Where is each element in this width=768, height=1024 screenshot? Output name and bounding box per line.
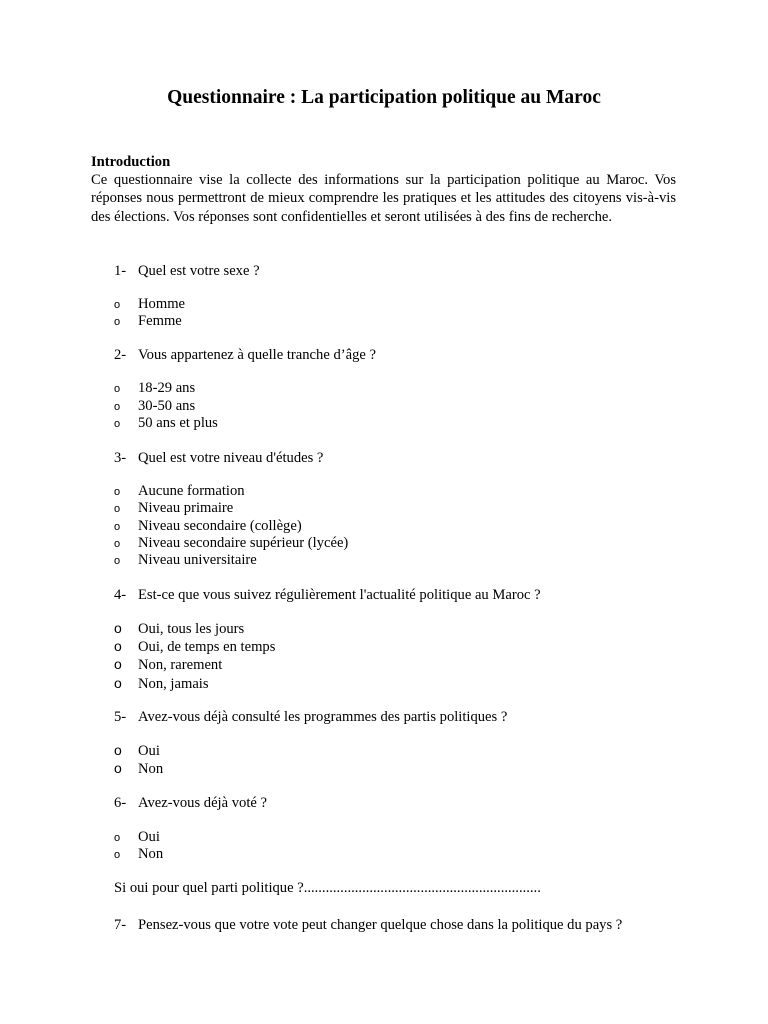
question-5 bbox=[114, 708, 507, 726]
option-label: Non bbox=[138, 761, 164, 777]
option-label: Aucune formation bbox=[138, 483, 245, 499]
bullet-icon: o bbox=[114, 486, 121, 498]
option-label: 30-50 ans bbox=[138, 398, 196, 414]
bullet-icon: o bbox=[114, 401, 121, 413]
bullet-icon: o bbox=[114, 656, 122, 672]
option-label: Non, rarement bbox=[138, 657, 223, 673]
option-item bbox=[114, 551, 257, 570]
question-text: Pensez-vous que votre vote peut changer quelque chose dans la politique du pays ? bbox=[138, 917, 623, 933]
question-number: 1- bbox=[114, 263, 127, 279]
bullet-icon: o bbox=[114, 638, 122, 654]
option-item bbox=[114, 741, 160, 760]
followup-question: Si oui pour quel parti politique ?................................................................. bbox=[114, 880, 541, 896]
bullet-icon: o bbox=[114, 299, 121, 311]
option-label: Femme bbox=[138, 313, 182, 329]
option-item bbox=[114, 312, 182, 331]
option-item bbox=[114, 845, 163, 864]
option-item bbox=[114, 379, 195, 398]
option-label: Oui bbox=[138, 743, 160, 759]
bullet-icon: o bbox=[114, 538, 121, 550]
option-label: Niveau secondaire (collège) bbox=[138, 518, 302, 534]
option-label: Non, jamais bbox=[138, 676, 209, 692]
question-number: 6- bbox=[114, 795, 127, 811]
question-number: 5- bbox=[114, 709, 127, 725]
bullet-icon: o bbox=[114, 675, 122, 691]
introduction-text: Ce questionnaire vise la collecte des informations sur la participation politique au Maroc. Vos réponses nous permettront de mieux comprendre les pratiques et les attitudes des citoyens vis-à-vis des élections. Vos réponses sont confidentielles et seront utilisées à des fins de recherche. bbox=[91, 172, 676, 225]
question-4 bbox=[114, 586, 541, 604]
option-label: 18-29 ans bbox=[138, 380, 196, 396]
bullet-icon: o bbox=[114, 620, 122, 636]
option-label: Oui bbox=[138, 829, 160, 845]
question-number: 7- bbox=[114, 917, 127, 933]
option-label: 50 ans et plus bbox=[138, 415, 218, 431]
bullet-icon: o bbox=[114, 316, 121, 328]
bullet-icon: o bbox=[114, 849, 121, 861]
option-item bbox=[114, 655, 222, 674]
bullet-icon: o bbox=[114, 832, 121, 844]
question-2 bbox=[114, 346, 376, 364]
page-title: Questionnaire : La participation politique au Maroc bbox=[167, 87, 601, 108]
question-3 bbox=[114, 449, 323, 467]
option-item bbox=[114, 499, 233, 518]
question-text: Quel est votre niveau d'études ? bbox=[138, 450, 324, 466]
question-6 bbox=[114, 794, 267, 812]
bullet-icon: o bbox=[114, 555, 121, 567]
bullet-icon: o bbox=[114, 760, 122, 776]
question-text: Avez-vous déjà consulté les programmes des partis politiques ? bbox=[138, 709, 508, 725]
bullet-icon: o bbox=[114, 418, 121, 430]
question-text: Est-ce que vous suivez régulièrement l'actualité politique au Maroc ? bbox=[138, 587, 541, 603]
question-number: 2- bbox=[114, 347, 127, 363]
question-number: 3- bbox=[114, 450, 127, 466]
option-label: Oui, tous les jours bbox=[138, 621, 245, 637]
option-item bbox=[114, 674, 209, 693]
question-text: Quel est votre sexe ? bbox=[138, 263, 260, 279]
option-label: Niveau universitaire bbox=[138, 552, 257, 568]
option-label: Oui, de temps en temps bbox=[138, 639, 276, 655]
bullet-icon: o bbox=[114, 383, 121, 395]
question-number: 4- bbox=[114, 587, 127, 603]
option-label: Niveau secondaire supérieur (lycée) bbox=[138, 535, 349, 551]
bullet-icon: o bbox=[114, 742, 122, 758]
option-item bbox=[114, 414, 218, 433]
introduction-heading: Introduction bbox=[91, 154, 171, 170]
option-item bbox=[114, 637, 275, 656]
option-item bbox=[114, 619, 244, 638]
bullet-icon: o bbox=[114, 521, 121, 533]
option-label: Niveau primaire bbox=[138, 500, 234, 516]
option-label: Homme bbox=[138, 296, 186, 312]
option-label: Non bbox=[138, 846, 164, 862]
question-1 bbox=[114, 262, 260, 280]
question-text: Vous appartenez à quelle tranche d’âge ? bbox=[138, 347, 376, 363]
question-text: Avez-vous déjà voté ? bbox=[138, 795, 267, 811]
question-7 bbox=[114, 916, 622, 934]
bullet-icon: o bbox=[114, 503, 121, 515]
option-item bbox=[114, 759, 163, 778]
